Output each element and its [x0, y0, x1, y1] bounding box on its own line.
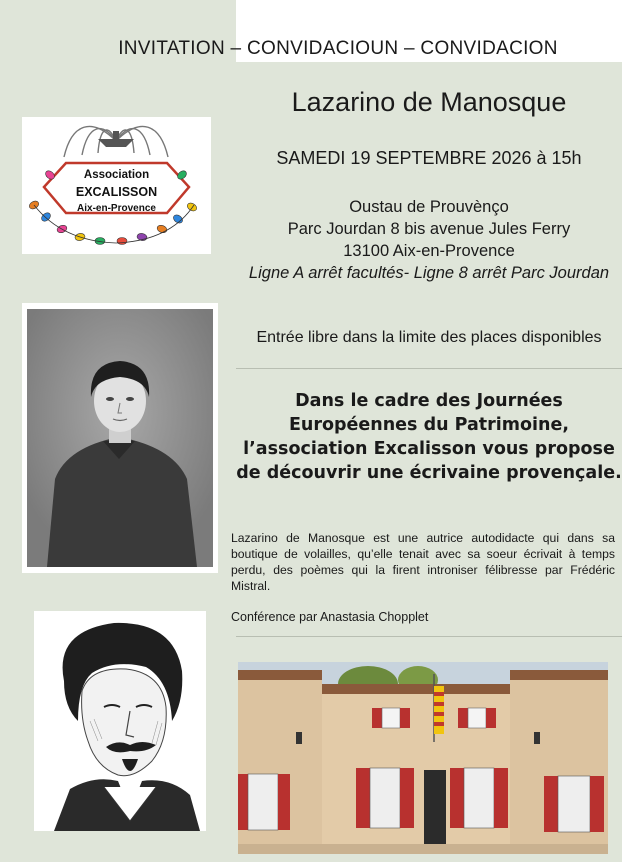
woman-portrait-image: [27, 309, 213, 567]
description-text: Lazarino de Manosque est une autrice autodidacte qui dans sa boutique de volailles, qu’elle tenait avec sa soeur écrivait à temps perdu, des poèmes qui la firent introniser félibresse par Frédéric Mistral.: [231, 531, 615, 593]
entry-info: Entrée libre dans la limite des places disponibles: [256, 329, 602, 346]
venue-line: Parc Jourdan 8 bis avenue Jules Ferry: [287, 220, 571, 238]
association-logo: [22, 117, 211, 254]
venue-line: Oustau de Prouvènço: [349, 198, 509, 216]
portrait-man: [34, 611, 206, 831]
building-image: [238, 662, 608, 854]
lecture-credit: Conférence par Anastasia Chopplet: [231, 610, 429, 624]
venue-line: 13100 Aix-en-Provence: [343, 242, 515, 260]
divider: [236, 368, 622, 369]
logo-line: Aix-en-Provence: [77, 203, 156, 214]
divider: [236, 636, 622, 637]
man-portrait-image: [34, 611, 206, 831]
highlight-text: Dans le cadre des Journées Européennes du Patrimoine, l’association Excalisson vous propose de découvrir une écrivaine provençale.: [236, 391, 622, 483]
building-photo: [238, 662, 608, 854]
transport-info: Ligne A arrêt facultés- Ligne 8 arrêt Parc Jourdan: [248, 264, 610, 282]
logo-line: EXCALISSON: [75, 185, 158, 199]
event-date: SAMEDI 19 SEPTEMBRE 2026 à 15h: [276, 148, 582, 168]
venue-block: [236, 196, 622, 284]
portrait-woman: [22, 303, 218, 573]
logo-line: Association: [83, 169, 150, 181]
event-title: Lazarino de Manosque: [291, 87, 567, 117]
header-title: INVITATION – CONVIDACIOUN – CONVIDACION: [118, 38, 558, 59]
